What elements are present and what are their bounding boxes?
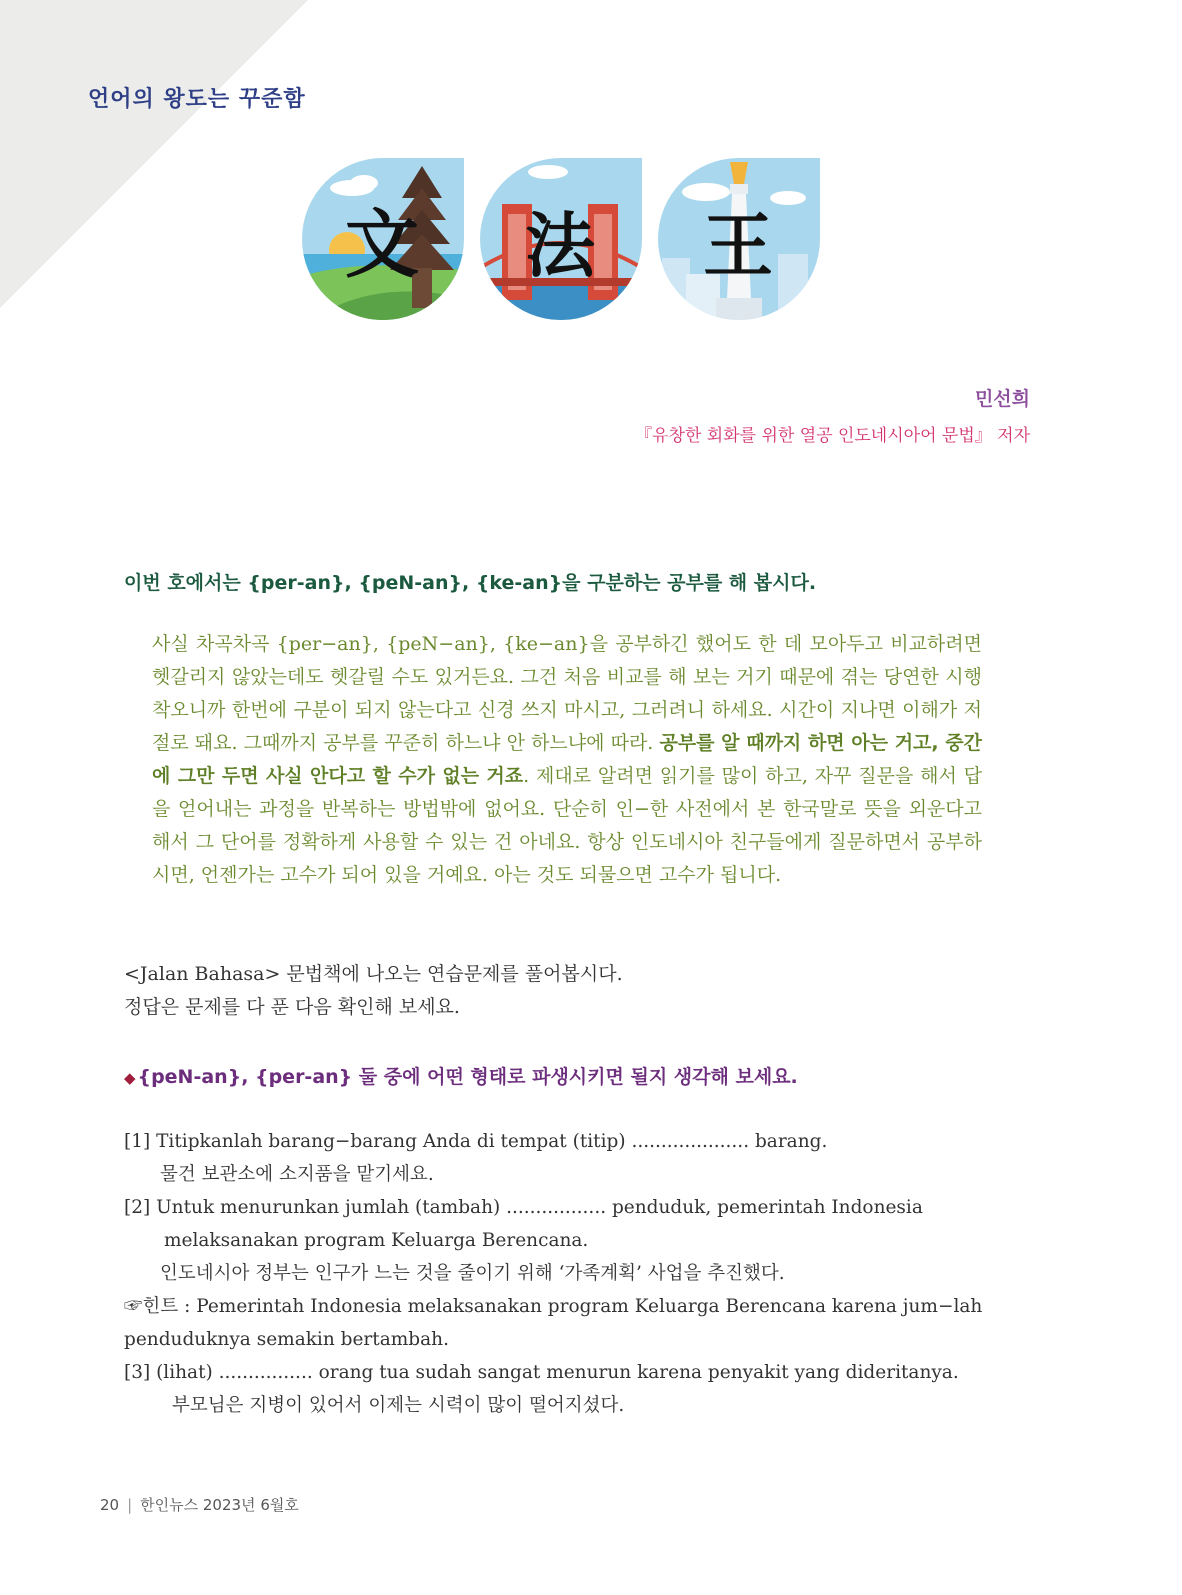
exercise-list xyxy=(124,1125,1004,1422)
page-footer xyxy=(100,1494,299,1515)
intro-text-end: . 제대로 알려면 읽기를 많이 하고, 자꾸 질문을 해서 답을 얻어내는 과정을 반복하는 방법밖에 없어요. 단순히 인−한 사전에서 본 한국말로 뜻을 외운다고 해서 그 단어를 정확하게 사용할 수 있는 건 아네요. 항상 인도네시아 친구들에게 질문하면서 공부하시면, 언젠가는 고수가 되어 있을 거예요. 아는 것도 되물으면 고수가 됩니다. xyxy=(152,765,983,886)
section-heading: 이번 호에서는 {per-an}, {peN-an}, {ke-an}을 구분하는 공부를 해 봅시다. xyxy=(124,572,817,594)
temple-circle xyxy=(302,158,464,320)
exercise-1-translation: 물건 보관소에 소지품을 맡기세요. xyxy=(160,1164,434,1185)
banner-char-1: 文 xyxy=(345,202,419,288)
exercise-heading-text: {peN-an}, {per-an} 둘 중에 어떤 형태로 파생시키면 될지 생각해 보세요. xyxy=(137,1066,798,1088)
exercise-2-translation: 인도네시아 정부는 인구가 느는 것을 줄이기 위해 ‘가족계획’ 사업을 추진했다. xyxy=(160,1263,785,1284)
bridge-circle xyxy=(480,158,642,320)
exercise-2-continued: melaksanakan program Keluarga Berencana. xyxy=(164,1230,589,1251)
exercise-heading xyxy=(124,1062,798,1089)
author-book: 『유창한 회화를 위한 열공 인도네시아어 문법』 저자 xyxy=(635,426,1030,446)
exercise-1: [1] Titipkanlah barang−barang Anda di tempat (titip) .................... barang. xyxy=(124,1131,828,1152)
exercise-3-translation: 부모님은 지병이 있어서 이제는 시력이 많이 떨어지셨다. xyxy=(172,1395,625,1416)
author-name: 민선희 xyxy=(974,388,1030,410)
page-number: 20 xyxy=(100,1496,120,1514)
intro-text-start: 사실 차곡차곡 {per−an}, {peN−an}, {ke−an}을 공부하긴 했어도 한 데 모아두고 비교하려면 헷갈리지 않았는데도 헷갈릴 수도 있거든요. 그건 처음 비교를 해 보는 거기 때문에 겪는 당연한 시행착오니까 한번에 구분이 되지 않는다고 신경 쓰지 마시고, 그러려니 하세요. 시간이 지나면 이해가 저절로 돼요. 그때까지 공부를 꾸준히 하느냐 안 하느냐에 따라. xyxy=(152,633,982,754)
monument-circle xyxy=(658,158,820,320)
corner-decoration xyxy=(0,0,308,308)
banner-char-3: 王 xyxy=(703,204,773,287)
banner-char-2: 法 xyxy=(525,204,595,287)
practice-line-2: 정답은 문제를 다 푼 다음 확인해 보세요. xyxy=(124,996,460,1018)
footer-separator: | xyxy=(127,1496,133,1514)
practice-line-1: <Jalan Bahasa> 문법책에 나오는 연습문제를 풀어봅시다. xyxy=(124,963,623,985)
intro-paragraph xyxy=(152,628,982,892)
issue-label: 한인뉴스 2023년 6월호 xyxy=(140,1496,299,1514)
exercise-2: [2] Untuk menurunkan jumlah (tambah) ................. penduduk, pemerintah Indonesia xyxy=(124,1197,923,1218)
exercise-2-hint: ☞힌트 : Pemerintah Indonesia melaksanakan program Keluarga Berencana karena jum−lah penduduknya semakin bertambah. xyxy=(124,1296,983,1350)
brand-title: 언어의 왕도는 꾸준함 xyxy=(88,86,306,112)
intro-emphasis: 공부를 알 때까지 하면 아는 거고, 중간에 그만 두면 사실 안다고 할 수가 없는 거죠 xyxy=(152,732,983,787)
exercise-3: [3] (lihat) ................ orang tua sudah sangat menurun karena penyakit yang dideritanya. xyxy=(124,1362,959,1383)
author-block xyxy=(635,384,1030,446)
diamond-bullet-icon: ◆ xyxy=(124,1069,136,1087)
practice-intro xyxy=(124,958,1024,1024)
banner-illustration xyxy=(302,158,822,320)
